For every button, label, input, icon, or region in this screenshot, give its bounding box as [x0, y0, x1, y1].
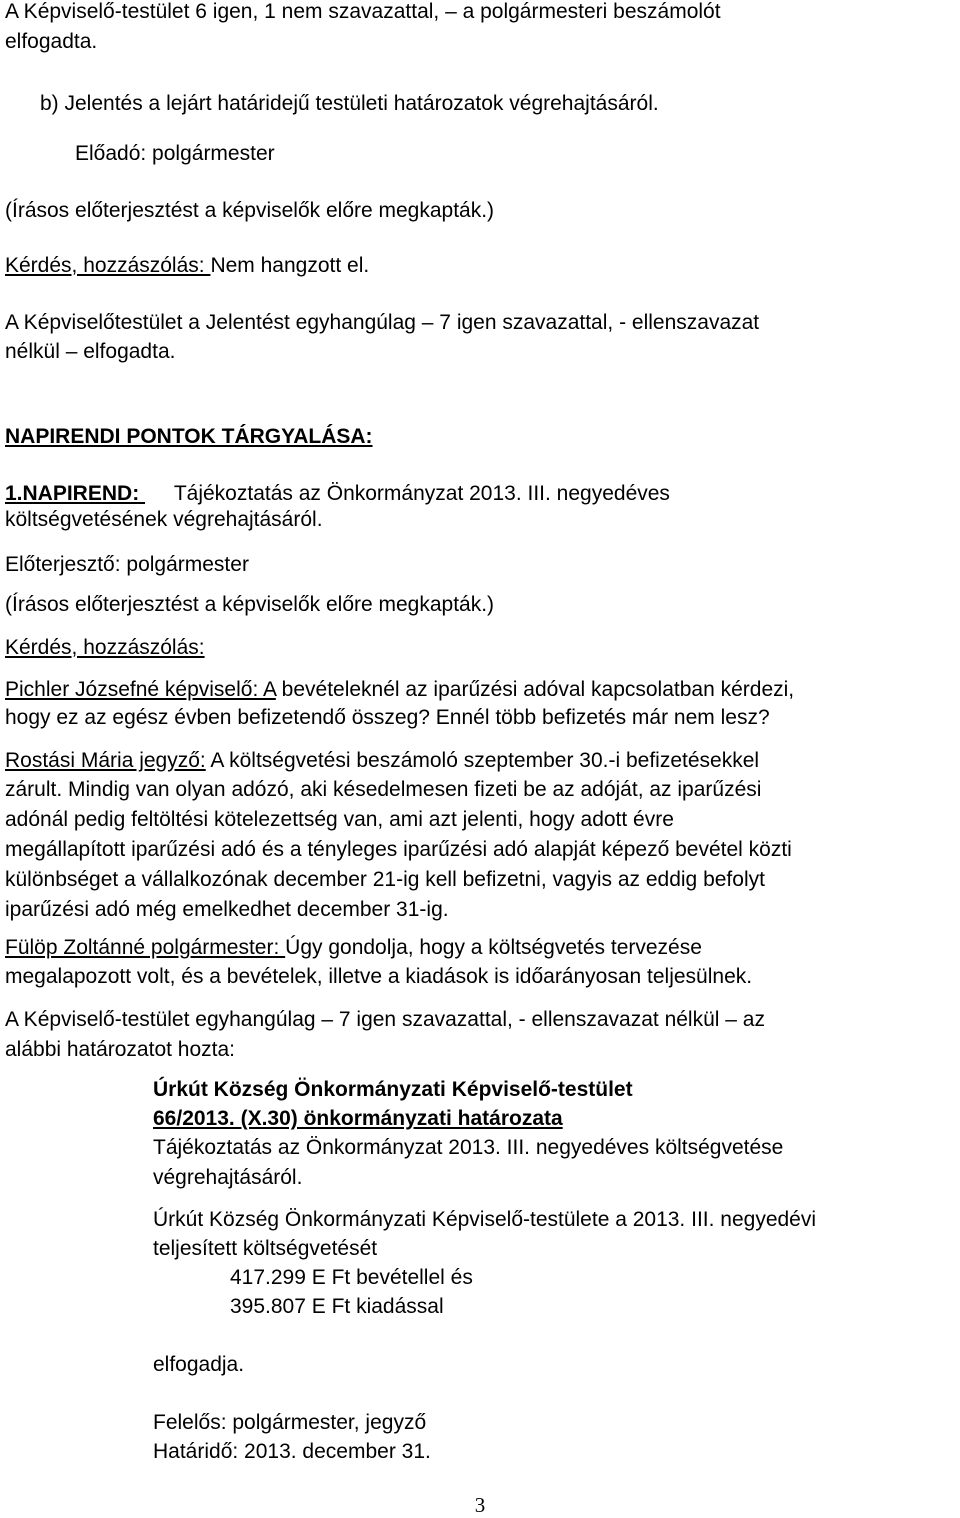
speaker-line	[5, 749, 759, 773]
text-line: (Írásos előterjesztést a képviselők előre megkapták.)	[5, 593, 495, 616]
agenda-title-line	[5, 482, 670, 506]
speaker-name: Fülöp Zoltánné polgármester:	[5, 936, 286, 959]
text-line: zárult. Mindig van olyan adózó, aki késedelmesen fizeti be az adóját, az iparűzési	[5, 778, 762, 801]
resolution-subject: végrehajtásáról.	[153, 1166, 303, 1189]
text-line: iparűzési adó még emelkedhet december 31-ig.	[5, 898, 449, 921]
resolution-accept: elfogadja.	[153, 1353, 245, 1376]
text-line: A Képviselő-testület 6 igen, 1 nem szavazattal, – a polgármesteri beszámolót	[5, 0, 721, 23]
resolution-body: Úrkút Község Önkormányzati Képviselő-testülete a 2013. III. negyedévi	[153, 1208, 817, 1231]
text-line: (Írásos előterjesztést a képviselők előre megkapták.)	[5, 199, 495, 222]
section-heading: NAPIRENDI PONTOK TÁRGYALÁSA:	[5, 425, 373, 448]
text-line: A Képviselőtestület a Jelentést egyhangúlag – 7 igen szavazattal, - ellenszavazat	[5, 311, 760, 334]
text-line: nélkül – elfogadta.	[5, 340, 176, 363]
agenda-label: 1.NAPIREND:	[5, 482, 146, 505]
text-line: hogy ez az egész évben befizetendő összeg? Ennél több befizetés már nem lesz?	[5, 706, 770, 729]
resolution-subject: Tájékoztatás az Önkormányzat 2013. III. negyedéves költségvetése	[153, 1136, 784, 1159]
presenter-line: Előadó: polgármester	[75, 142, 275, 165]
speaker-text: A költségvetési beszámoló szeptember 30.-i befizetésekkel	[205, 749, 760, 772]
text-line: adónál pedig feltöltési kötelezettség van, ami azt jelenti, hogy adott évre	[5, 808, 674, 831]
text-line: megállapított iparűzési adó és a tényleges iparűzési adó alapját képező bevétel közti	[5, 838, 792, 861]
resolution-org: Úrkút Község Önkormányzati Képviselő-testület	[153, 1078, 633, 1101]
agenda-title: Tájékoztatás az Önkormányzat 2013. III. negyedéves	[145, 482, 670, 505]
resolution-responsible: Felelős: polgármester, jegyző	[153, 1411, 427, 1434]
speaker-name: Pichler Józsefné képviselő: A	[5, 678, 276, 701]
presenter-line: Előterjesztő: polgármester	[5, 553, 249, 576]
text-line: alábbi határozatot hozta:	[5, 1038, 235, 1061]
speaker-name: Rostási Mária jegyző:	[5, 749, 206, 772]
questions-text: Nem hangzott el.	[210, 254, 370, 277]
resolution-expense: 395.807 E Ft kiadással	[230, 1295, 444, 1318]
questions-line	[5, 254, 369, 278]
speaker-text: bevételeknél az iparűzési adóval kapcsolatban kérdezi,	[275, 678, 795, 701]
text-line: különbséget a vállalkozónak december 21-ig kell befizetni, vagyis az eddig befolyt	[5, 868, 765, 891]
speaker-text: Úgy gondolja, hogy a költségvetés tervezése	[285, 936, 702, 959]
agenda-item-b: b) Jelentés a lejárt határidejű testületi határozatok végrehajtásáról.	[40, 92, 659, 115]
text-line: A Képviselő-testület egyhangúlag – 7 igen szavazattal, - ellenszavazat nélkül – az	[5, 1008, 765, 1031]
page-number: 3	[474, 1493, 486, 1517]
resolution-deadline: Határidő: 2013. december 31.	[153, 1440, 431, 1463]
resolution-number: 66/2013. (X.30) önkormányzati határozata	[153, 1107, 563, 1130]
resolution-income: 417.299 E Ft bevétellel és	[230, 1266, 473, 1289]
speaker-line	[5, 678, 794, 702]
text-line: elfogadta.	[5, 30, 98, 53]
text-line: költségvetésének végrehajtásáról.	[5, 508, 323, 531]
resolution-body: teljesített költségvetését	[153, 1237, 378, 1260]
speaker-line	[5, 936, 702, 960]
questions-label: Kérdés, hozzászólás:	[5, 254, 211, 277]
questions-label: Kérdés, hozzászólás:	[5, 636, 205, 659]
text-line: megalapozott volt, és a bevételek, illetve a kiadások is időarányosan teljesülnek.	[5, 965, 753, 988]
